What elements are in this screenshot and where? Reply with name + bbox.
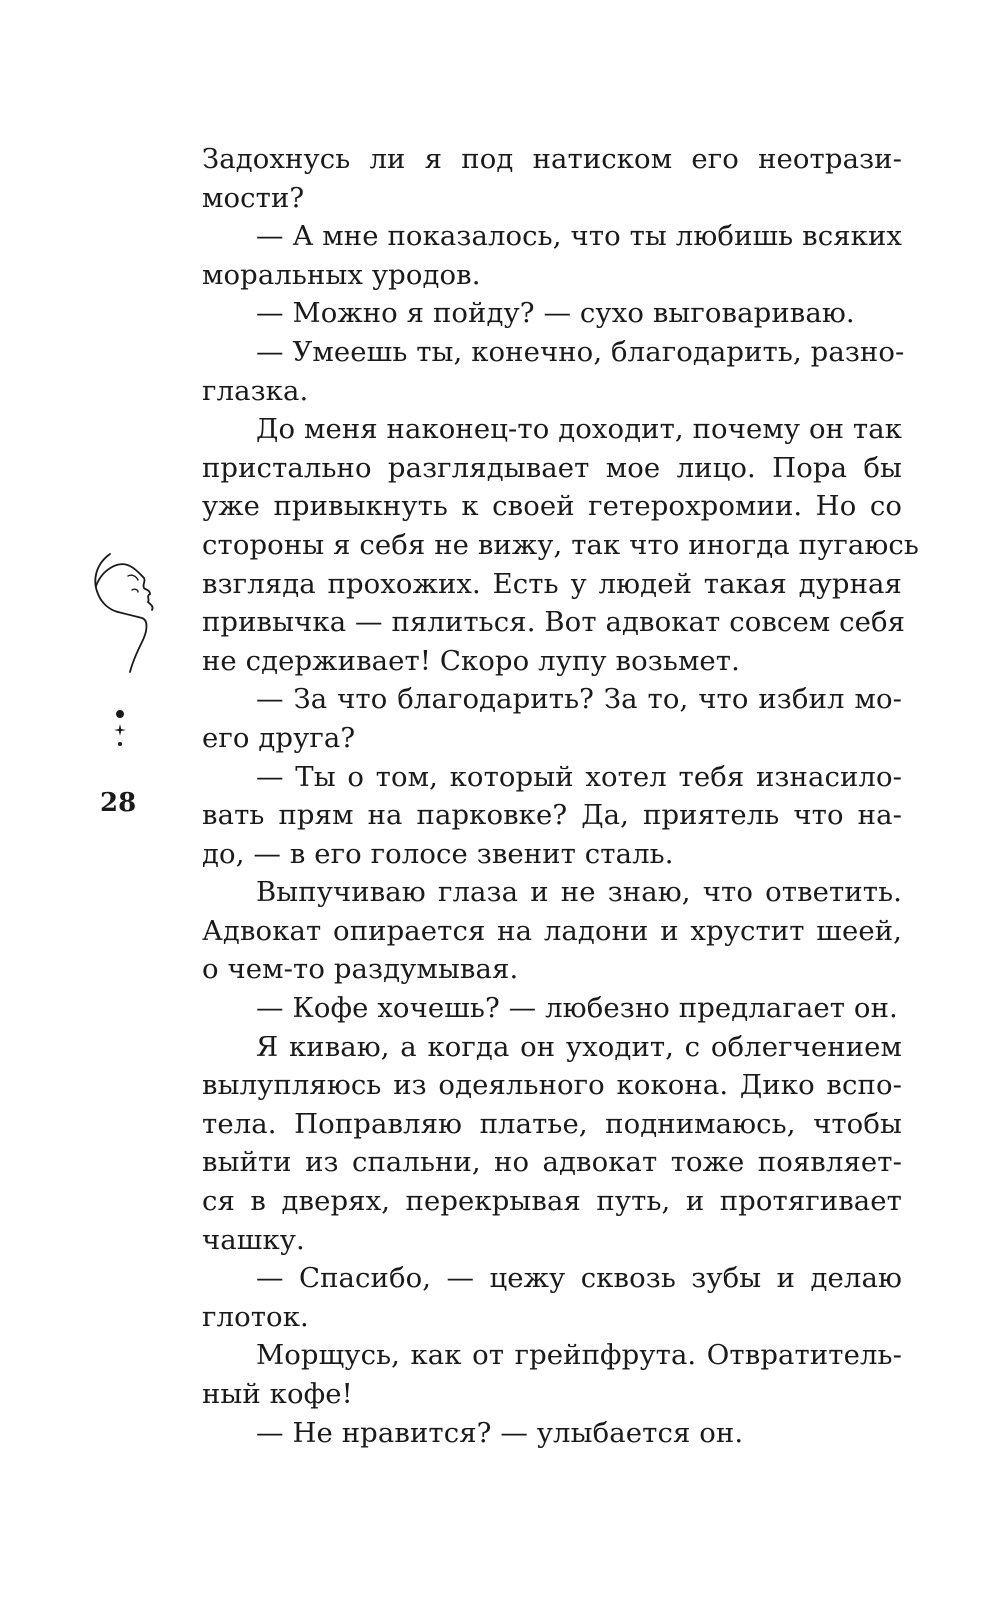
text-line: Я киваю, а когда он уходит, с облегчением	[256, 1030, 902, 1063]
text-line: — А мне показалось, что ты любишь всяких	[256, 220, 902, 253]
text-line: его друга?	[202, 721, 356, 754]
body-text	[202, 140, 919, 1452]
text-line: — Умеешь ты, конечно, благодарить, разно-	[256, 335, 905, 368]
text-line: вылупляюсь из одеяльного кокона. Дико вспо-	[202, 1069, 902, 1102]
text-line: — Кофе хочешь? — любезно предлагает он.	[256, 992, 898, 1025]
text-line: не сдерживает! Скоро лупу возьмет.	[202, 644, 740, 677]
text-line: о чем-то раздумывая.	[202, 953, 519, 986]
text-line: ся в дверях, перекрывая путь, и протягивает	[202, 1185, 902, 1218]
text-line: ный кофе!	[202, 1378, 353, 1410]
text-line: — Не нравится? — улыбается он.	[256, 1416, 744, 1449]
page-number: 28	[100, 788, 137, 818]
text-line: — За что благодарить? За то, что избил мо-	[256, 683, 902, 716]
text-line: Задохнусь ли я под натиском его неотрази-	[202, 143, 902, 175]
text-line: До меня наконец-то доходит, почему он так	[256, 413, 902, 446]
text-line: глоток.	[202, 1300, 309, 1333]
text-line: Выпучиваю глаза и не знаю, что ответить.	[256, 876, 902, 909]
text-line: стороны я себя не вижу, так что иногда пугаюсь	[202, 528, 919, 561]
text-line: уже привыкнуть к своей гетерохромии. Но со	[202, 490, 902, 523]
text-line: выйти из спальни, но адвокат тоже появляет-	[202, 1146, 902, 1179]
text-line: пристально разглядывает мое лицо. Пора бы	[202, 451, 902, 484]
text-line: взгляда прохожих. Есть у людей такая дурная	[202, 567, 902, 600]
face-profile-line-art-icon	[88, 546, 168, 676]
text-line: — Можно я пойду? — сухо выговариваю.	[256, 297, 855, 330]
text-line: тела. Поправляю платье, поднимаюсь, чтобы	[202, 1107, 902, 1140]
text-line: вать прям на парковке? Да, приятель что на-	[202, 799, 902, 832]
text-line: моральных уродов.	[202, 258, 481, 291]
text-line: — Ты о том, который хотел тебя изнасило-	[256, 760, 902, 793]
text-line: привычка — пялиться. Вот адвокат совсем себя	[202, 606, 906, 639]
text-line: мости?	[202, 181, 305, 214]
text-line: до, — в его голосе звенит сталь.	[202, 837, 674, 870]
text-line: — Спасибо, — цежу сквозь зубы и делаю	[256, 1262, 902, 1295]
text-line: чашку.	[202, 1223, 305, 1256]
star-dots-icon	[112, 708, 132, 758]
text-line: Морщусь, как от грейпфрута. Отвратитель-	[256, 1339, 902, 1372]
text-line: глазка.	[202, 374, 309, 407]
text-line: Адвокат опирается на ладони и хрустит шеей,	[202, 914, 902, 947]
